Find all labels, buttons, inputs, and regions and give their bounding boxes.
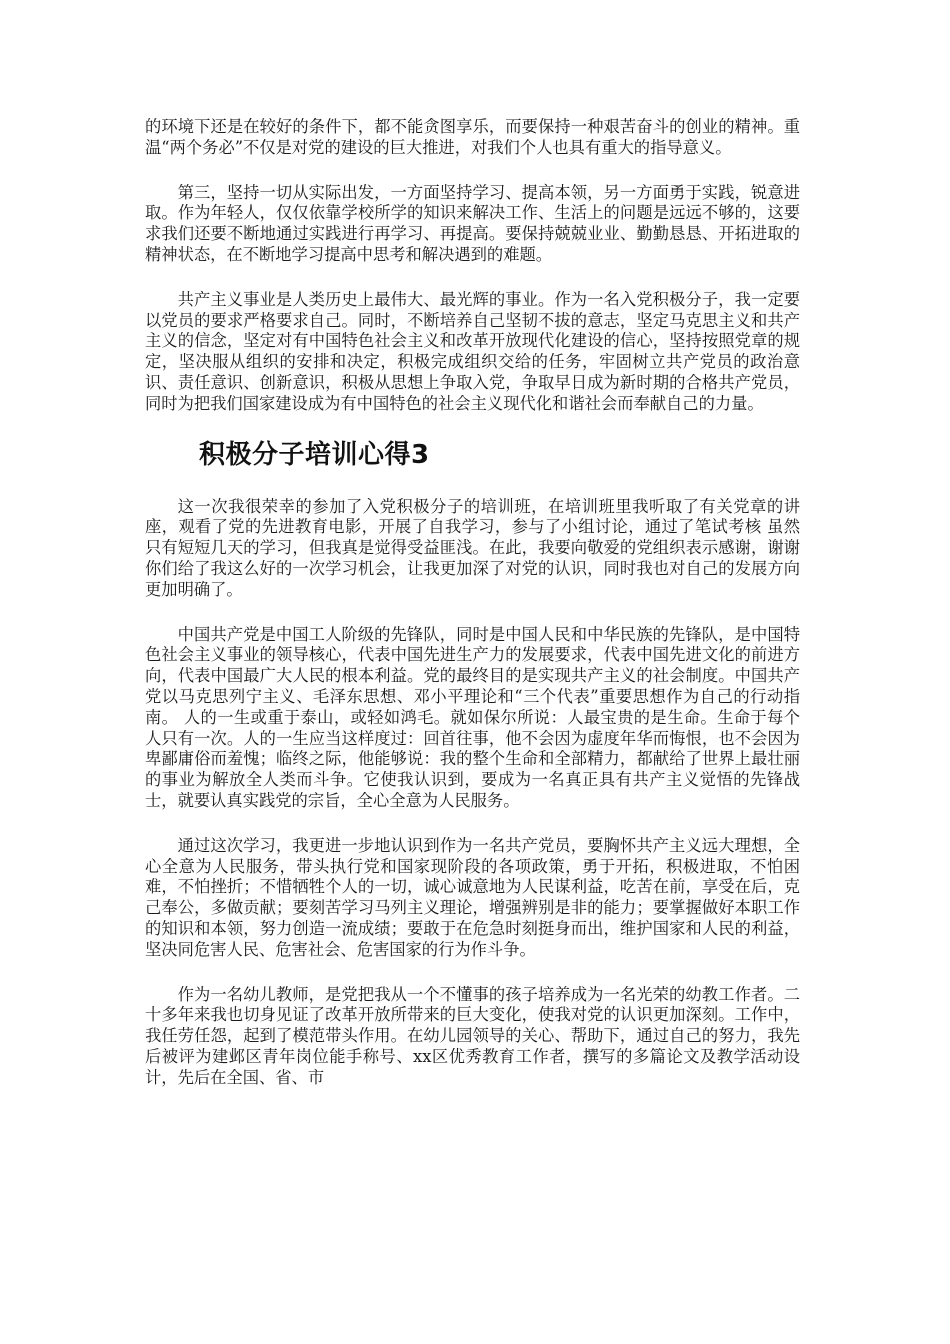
paragraph-party-vanguard: 中国共产党是中国工人阶级的先锋队，同时是中国人民和中华民族的先锋队，是中国特色社会主义事业的领导核心，代表中国先进生产力的发展要求，代表中国先进文化的前进方向，代表中国最广大人民的根本利益。党的最终目的是实现共产主义的社会制度。中国共产党以马克思列宁主义、毛泽东思想、邓小平理论和“三个代表”重要思想作为自己的行动指南。 人的一生或重于泰山，或轻如鸿毛。就如保尔所说：人最宝贵的是生命。生命于每个人只有一次。人的一生应当这样度过：回首往事，他不会因为虚度年华而悔恨，也不会因为卑鄙庸俗而羞愧；临终之际，他能够说：我的整个生命和全部精力，都献给了世界上最壮丽的事业为解放全人类而斗争。它使我认识到，要成为一名真正具有共产主义觉悟的先锋战士，就要认真实践党的宗旨，全心全意为人民服务。 [145,624,800,810]
paragraph-teacher-experience: 作为一名幼儿教师，是党把我从一个不懂事的孩子培养成为一名光荣的幼教工作者。二十多年来我也切身见证了改革开放所带来的巨大变化，使我对党的认识更加深刻。工作中，我任劳任怨，起到了模范带头作用。在幼儿园领导的关心、帮助下，通过自己的努力，我先后被评为建邺区青年岗位能手称号、xx区优秀教育工作者，撰写的多篇论文及教学活动设计，先后在全国、省、市 [145,984,800,1087]
paragraph-training-intro: 这一次我很荣幸的参加了入党积极分子的培训班，在培训班里我听取了有关党章的讲座，观看了党的先进教育电影，开展了自我学习，参与了小组讨论，通过了笔试考核 虽然只有短短几天的学习，但我真是觉得受益匪浅。在此，我要向敬爱的党组织表示感谢，谢谢你们给了我这么好的一次学习机会，让我更加深了对党的认识，同时我也对自己的发展方向更加明确了。 [145,496,800,599]
paragraph-communist-cause: 共产主义事业是人类历史上最伟大、最光辉的事业。作为一名入党积极分子，我一定要以党员的要求严格要求自己。同时，不断培养自己坚韧不拔的意志，坚定马克思主义和共产主义的信念，坚定对有中国特色社会主义和改革开放现代化建设的信心，坚持按照党章的规定，坚决服从组织的安排和决定，积极完成组织交给的任务，牢固树立共产党员的政治意识、责任意识、创新意识，积极从思想上争取入党，争取早日成为新时期的合格共产党员，同时为把我们国家建设成为有中国特色的社会主义现代化和谐社会而奉献自己的力量。 [145,289,800,413]
paragraph-continued: 的环境下还是在较好的条件下，都不能贪图享乐，而要保持一种艰苦奋斗的创业的精神。重温“两个务必”不仅是对党的建设的巨大推进，对我们个人也具有重大的指导意义。 [145,117,800,157]
paragraph-third-point: 第三，坚持一切从实际出发，一方面坚持学习、提高本领，另一方面勇于实践，锐意进取。作为年轻人，仅仅依靠学校所学的知识来解决工作、生活上的问题是远远不够的，这要求我们还要不断地通过实践进行再学习、再提高。要保持兢兢业业、勤勤恳恳、开拓进取的精神状态，在不断地学习提高中思考和解决遇到的难题。 [145,182,800,264]
section-title: 积极分子培训心得3 [199,439,430,470]
paragraph-study-reflection: 通过这次学习，我更进一步地认识到作为一名共产党员，要胸怀共产主义远大理想，全心全意为人民服务，带头执行党和国家现阶段的各项政策，勇于开拓，积极进取，不怕困难，不怕挫折；不惜牺牲个人的一切，诚心诚意地为人民谋利益，吃苦在前，享受在后，克己奉公，多做贡献；要刻苦学习马列主义理论，增强辨别是非的能力；要掌握做好本职工作的知识和本领，努力创造一流成绩；要敢于在危急时刻挺身而出，维护国家和人民的利益，坚决同危害人民、危害社会、危害国家的行为作斗争。 [145,835,800,959]
document-page [145,117,800,1112]
